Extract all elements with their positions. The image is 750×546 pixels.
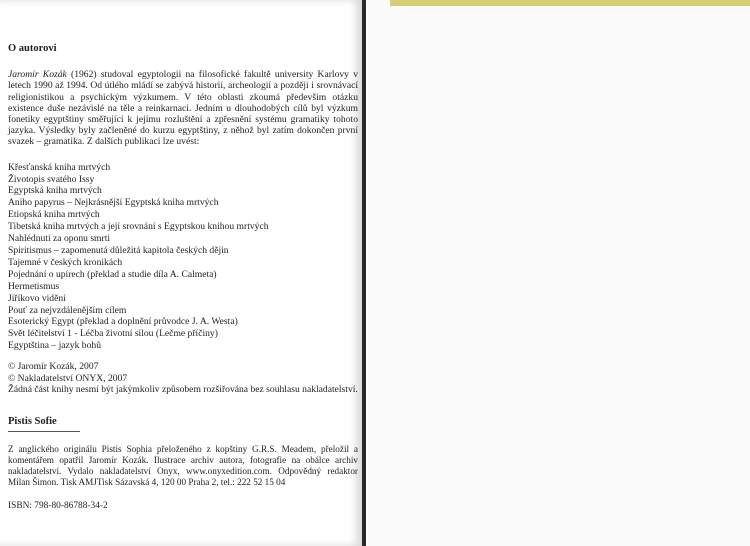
list-item: Svět léčitelství 1 - Léčba životní silou (Lečme příčiny) <box>8 328 218 340</box>
author-bio <box>8 69 358 147</box>
list-item: Jiříkovo vidění <box>8 292 66 304</box>
colophon-content <box>8 43 358 513</box>
divider <box>8 431 80 432</box>
list-item: Životopis svatého Issy <box>8 173 95 185</box>
about-author-heading: O autorovi <box>8 43 57 54</box>
list-item: Egyptština – jazyk bohů <box>8 340 101 352</box>
isbn: ISBN: 798-80-86788-34-2 <box>8 501 108 512</box>
author-name: Jaromír Kozák <box>8 69 67 81</box>
list-item: Etiopská kniha mrtvých <box>8 209 100 221</box>
copyright-block <box>8 361 358 396</box>
list-item: Křesťanská kniha mrtvých <box>8 161 111 173</box>
list-item: Egyptská kniha mrtvých <box>8 185 102 197</box>
list-item: Spiritismus – zapomenutá důležitá kapitola českých dějin <box>8 244 229 256</box>
bio-text: (1962) studoval egyptologii na filosofické fakultě university Karlovy v letech 1990 až 1994. Od útlého mládí se zabývá historií, archeologií a později i srovnávací religionistikou a psychickým výzkumem. V této oblasti zkoumá především otázku existence duše nezávislé na těle a reinkarnaci. Jedním u dlouhodobých cílů byl výzkum fonetiky egyptštiny směřující k jejímu rozluštění a zpřesnění systému gramatiky tohoto jazyka. Výsledky byly začleněné do kurzu egyptštiny, z něhož byl zatím dokončen první svazek – gramatika. Z dalších publikací lze uvést: <box>8 69 358 148</box>
works-list <box>8 162 358 353</box>
list-item: Aniho papyrus – Nejkrásnější Egyptská kniha mrtvých <box>8 197 219 209</box>
list-item: Esoterický Egypt (překlad a doplnění průvodce J. A. Westa) <box>8 316 238 328</box>
list-item: Hermetismus <box>8 280 60 292</box>
book-title: Pistis Sofie <box>8 415 57 427</box>
rights-notice: Žádná část knihy nesmí být jakýmkoliv způsobem rozšiřována bez souhlasu nakladatelství. <box>8 384 358 396</box>
right-page <box>366 0 750 546</box>
copyright-author: © Jaromír Kozák, 2007 <box>8 361 99 373</box>
publication-credits: Z anglického originálu Pistis Sophia přeloženého z kopštiny G.R.S. Meadem, přeložil a komentářem opatřil Jaromír Kozák. Ilustrace archiv autora, fotografie na obálce archiv nakladatelství. Vydalo nakladatelství Onyx, www.onyxedition.com. Odpovědný redaktor Milan Šimon. Tisk AMJTisk Sázavská 4, 120 00 Praha 2, tel.: 222 52 15 04 <box>8 444 358 487</box>
list-item: Tajemné v českých kronikách <box>8 256 123 268</box>
copyright-publisher: © Nakladatelství ONYX, 2007 <box>8 372 128 384</box>
list-item: Pojednání o upírech (překlad a studie díla A. Calmeta) <box>8 268 217 280</box>
list-item: Nahlédnutí za oponu smrti <box>8 233 111 245</box>
list-item: Pouť za nejvzdálenějším cílem <box>8 304 127 316</box>
cover-edge <box>390 0 750 6</box>
list-item: Tibetská kniha mrtvých a její srovnání s Egyptskou knihou mrtvých <box>8 221 269 233</box>
